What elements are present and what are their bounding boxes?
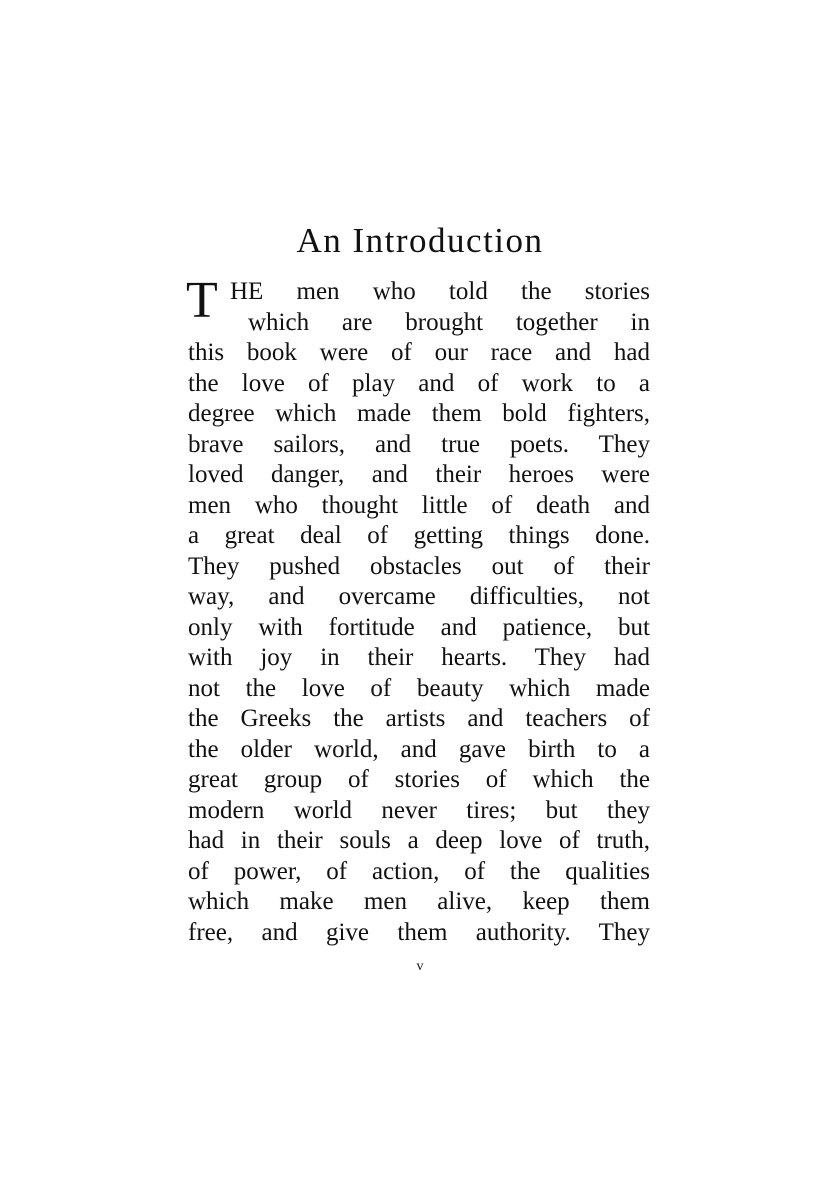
text-line: not the love of beauty which made: [188, 674, 650, 702]
text-line: They pushed obstacles out of their: [188, 552, 650, 580]
text-line: this book were of our race and had: [188, 339, 650, 366]
text-line-content: HE men who told the stories: [230, 278, 650, 305]
text-line: free, and give them authority. They: [188, 918, 650, 946]
text-line: had in their souls a deep love of truth,: [188, 827, 650, 854]
text-line: the Greeks the artists and teachers of: [188, 705, 650, 732]
text-line: of power, of action, of the qualities: [188, 857, 650, 885]
text-line: a great deal of getting things done.: [188, 522, 650, 549]
drop-cap: T: [186, 272, 218, 329]
text-line: only with fortitude and patience, but: [188, 613, 650, 641]
text-line: with joy in their hearts. They had: [188, 644, 650, 671]
text-line: degree which made them bold fighters,: [188, 400, 650, 427]
text-line: the love of play and of work to a: [188, 369, 650, 397]
text-line: great group of stories of which the: [188, 766, 650, 793]
page-title: An Introduction: [296, 221, 544, 260]
page-number: v: [416, 959, 424, 974]
text-line: brave sailors, and true poets. They: [188, 430, 650, 458]
body-text: [186, 272, 650, 948]
text-line: men who thought little of death and: [188, 491, 650, 519]
text-line: loved danger, and their heroes were: [188, 461, 650, 488]
text-line: way, and overcame difficulties, not: [188, 583, 650, 610]
text-line: which make men alive, keep them: [188, 888, 650, 915]
text-line: which are brought together in: [248, 308, 650, 336]
text-line: the older world, and gave birth to a: [188, 735, 650, 763]
text-line: modern world never tires; but they: [188, 796, 650, 824]
